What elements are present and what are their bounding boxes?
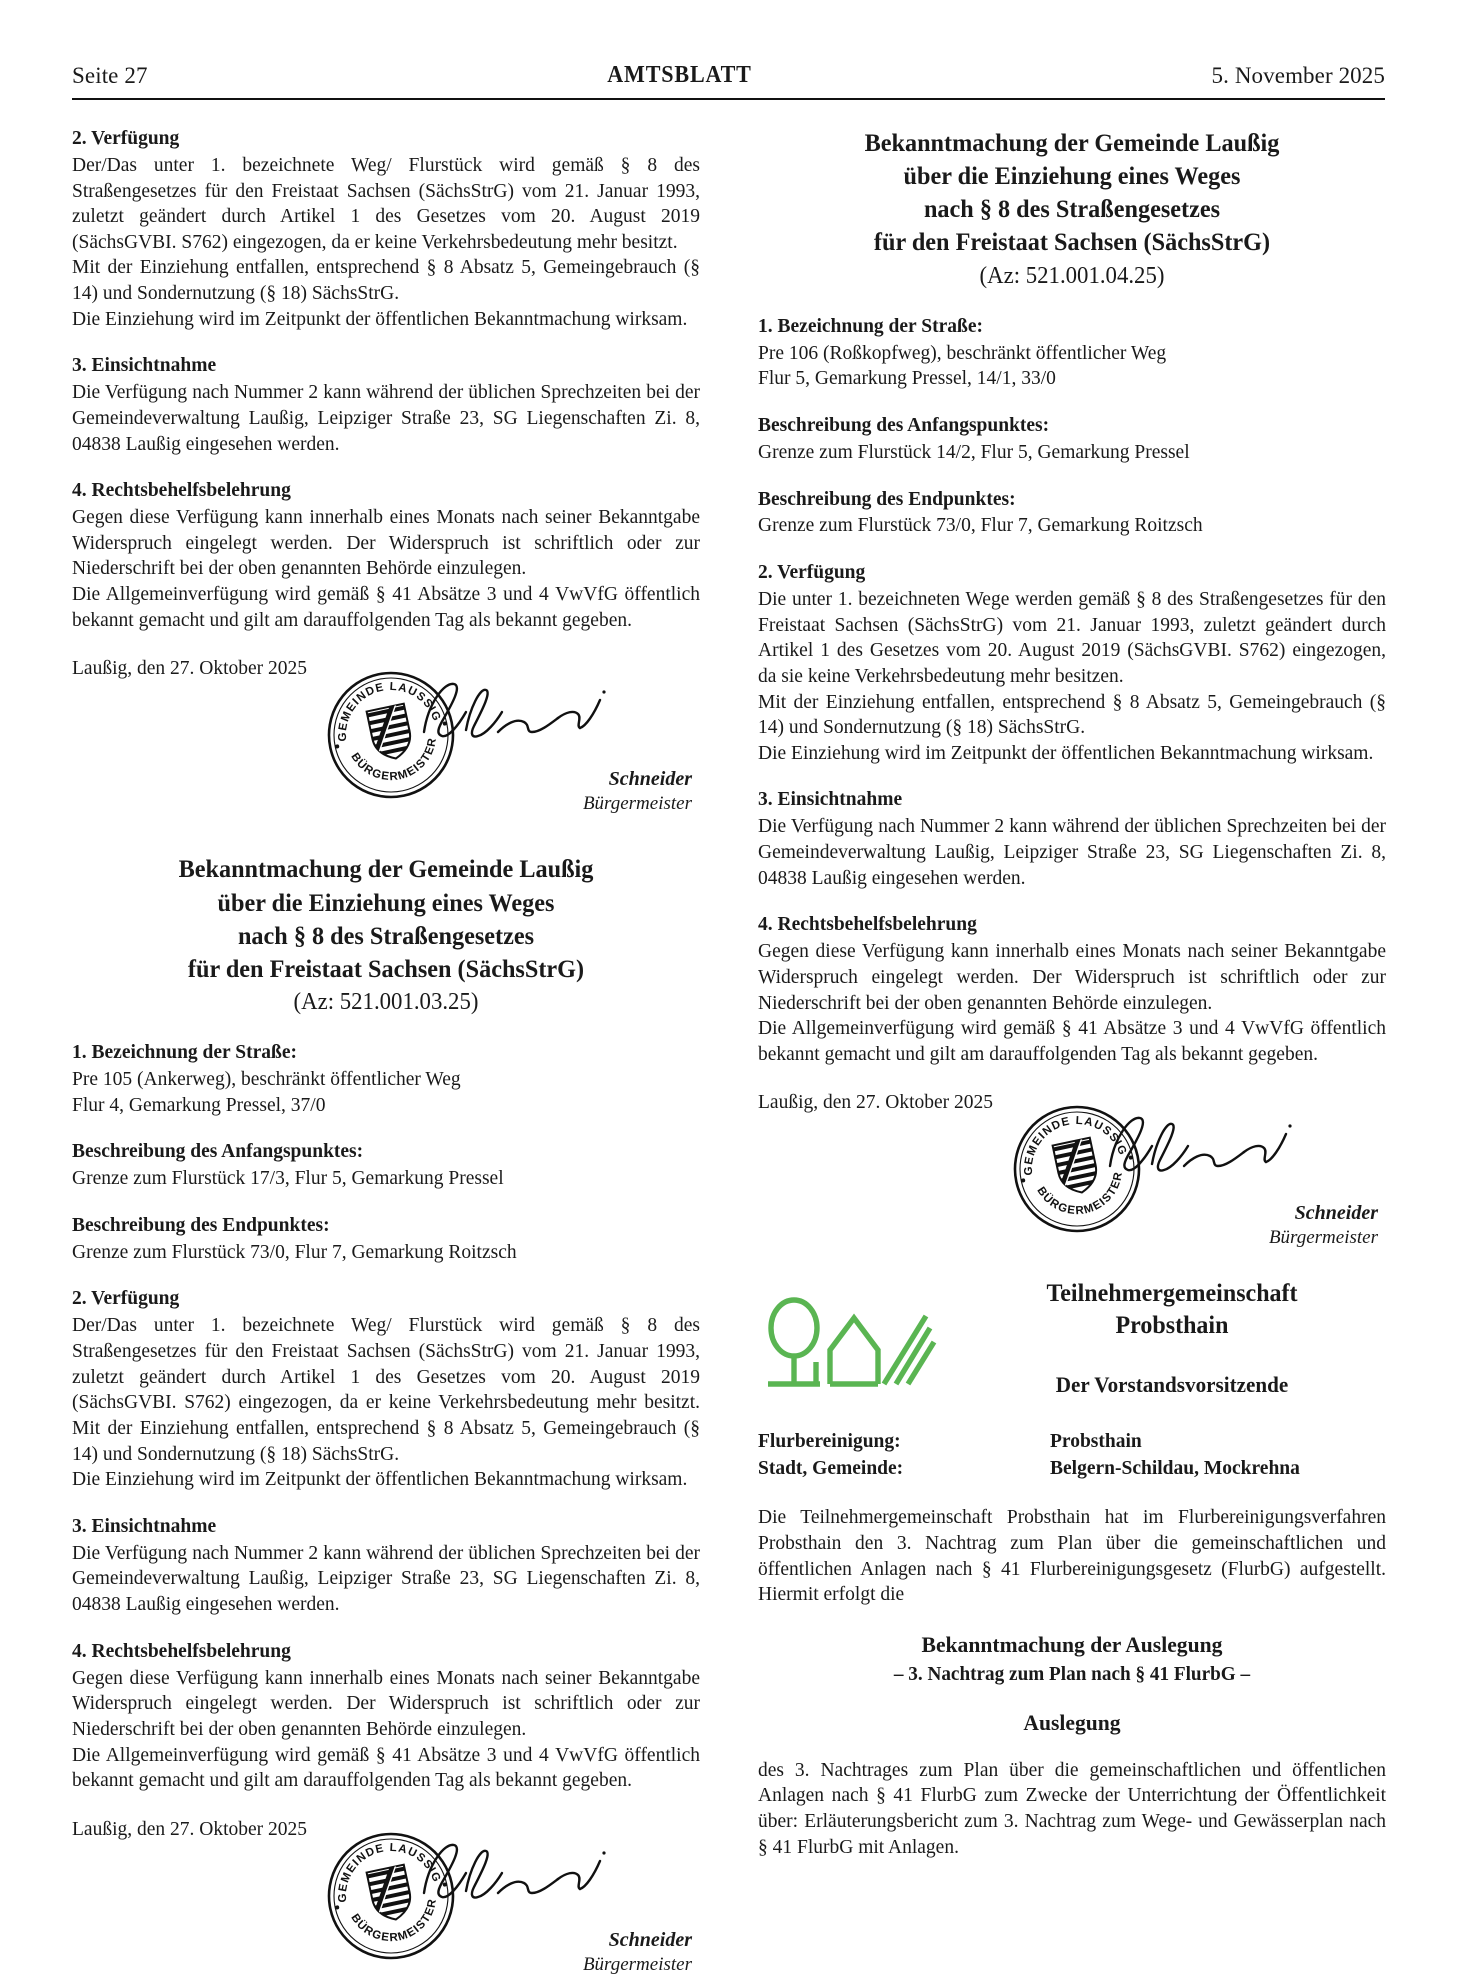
section-heading-bezeichnung: 1. Bezeichnung der Straße:	[758, 315, 983, 337]
signatory-role: Bürgermeister	[1268, 1227, 1378, 1249]
handwritten-signature	[414, 1835, 624, 1917]
section-paragraph: Die Allgemeinverfügung wird gemäß § 41 Absätze 3 und 4 VwVfG öffentlich bekannt gemacht und gilt am darauffolgenden Tag als bekannt gegeben.	[758, 1018, 1386, 1065]
title-line-1: Bekanntmachung der Gemeinde Laußig	[864, 128, 1280, 157]
signature-date: Laußig, den 27. Oktober 2025	[758, 1092, 994, 1114]
svg-text:GEMEINDE LAUSSIG: GEMEINDE LAUSSIG	[1022, 1115, 1129, 1177]
right-column	[758, 126, 1386, 1860]
section-paragraph: Mit der Einziehung entfallen, entsprechend § 8 Absatz 5, Gemeingebrauch (§ 14) und Sondernutzung (§ 18) SächsStrG.	[758, 691, 1386, 739]
title-line-3: nach § 8 des Straßengesetzes	[237, 920, 535, 950]
section-heading-anfangspunkt: Beschreibung des Anfangspunktes:	[758, 414, 1050, 436]
tg-closing-paragraph: des 3. Nachtrages zum Plan über die gemeinschaftlichen und öffentlichen Anlagen nach § 41 FlurbG zum Zwecke der Unterrichtung der Öffentlichkeit über: Erläuterungsbericht zum 3. Nachtrag zum Wege- und Gewässerplan nach § 41 FlurbG mit Anlagen.	[758, 1759, 1386, 1858]
spacer	[72, 1018, 700, 1040]
section-paragraph: Die Einziehung wird im Zeitpunkt der öffentlichen Bekanntmachung wirksam.	[72, 1469, 688, 1491]
announcement-main: Bekanntmachung der Auslegung	[921, 1631, 1223, 1657]
section-heading-verfuegung: 2. Verfügung	[758, 562, 866, 584]
section-heading-endpunkt: Beschreibung des Endpunktes:	[758, 488, 1016, 510]
spacer	[758, 1483, 1386, 1505]
section-paragraph: Die Verfügung nach Nummer 2 kann während der üblichen Sprechzeiten bei der Gemeindeverwaltung Laußig, Leipziger Straße 23, SG Liegenschaften Zi. 8, 04838 Laußig eingesehen werden.	[72, 1542, 700, 1616]
section-paragraph: Gegen diese Verfügung kann innerhalb eines Monats nach seiner Bekanntgabe Widerspruch eingelegt werden. Der Widerspruch ist schriftlich oder zur Niederschrift bei der oben genannten Behörde einzulegen.	[72, 507, 700, 580]
notice-b-title	[88, 852, 685, 1018]
spacer	[72, 822, 700, 852]
page-number-label: Seite 27	[72, 63, 148, 88]
stamp-and-signature	[322, 666, 692, 816]
section-paragraph: Die Einziehung wird im Zeitpunkt der öffentlichen Bekanntmachung wirksam.	[72, 308, 688, 330]
tg-announcement-title	[771, 1630, 1374, 1688]
section-paragraph: Die unter 1. bezeichneten Wege werden gemäß § 8 des Straßengesetzes für den Freistaat Sachsen (SächsStrG) vom 21. Januar 1993, zuletzt geändert durch Artikel 1 des Gesetzes vom 20. August 2019 (SächsGVBI. S762) eingezogen, da sie keine Verkehrsbedeutung mehr besitzen.	[758, 589, 1386, 687]
row-key-flurbereinigung: Flurbereinigung:	[758, 1431, 901, 1453]
row-key-stadt-gemeinde: Stadt, Gemeinde:	[758, 1458, 904, 1480]
notice-c-section-1	[758, 314, 1386, 392]
street-designation-line-1: Pre 106 (Roßkopfweg), beschränkt öffentlicher Weg	[758, 342, 1167, 364]
section-paragraph: Die Allgemeinverfügung wird gemäß § 41 Absätze 3 und 4 VwVfG öffentlich bekannt gemacht und gilt am darauffolgenden Tag als bekannt gegeben.	[72, 1744, 700, 1792]
section-heading-endpunkt: Beschreibung des Endpunktes:	[72, 1214, 330, 1236]
section-heading-rechtsbehelfsbelehrung: 4. Rechtsbehelfsbelehrung	[72, 480, 291, 502]
section-paragraph: Die Einziehung wird im Zeitpunkt der öffentlichen Bekanntmachung wirksam.	[758, 742, 1374, 764]
tg-logo-wrapper	[758, 1278, 948, 1401]
notice-c	[758, 126, 1386, 1256]
section-paragraph: Die Allgemeinverfügung wird gemäß § 41 Absätze 3 und 4 VwVfG öffentlich bekannt gemacht und gilt am darauffolgenden Tag als bekannt gegeben.	[72, 584, 700, 631]
tg-header	[758, 1278, 1386, 1401]
startpoint-text: Grenze zum Flurstück 14/2, Flur 5, Gemarkung Pressel	[758, 441, 1190, 463]
section-heading-bezeichnung: 1. Bezeichnung der Straße:	[72, 1042, 297, 1064]
masthead	[72, 62, 1385, 98]
notice-a-section-4	[72, 478, 700, 633]
notice-a-continued	[72, 126, 700, 822]
notice-c-section-4	[758, 912, 1386, 1067]
title-line-4: für den Freistaat Sachsen (SächsStrG)	[873, 227, 1271, 257]
two-column-body	[72, 126, 1385, 1983]
row-value-stadt-gemeinde: Belgern-Schildau, Mockrehna	[1050, 1458, 1300, 1480]
svg-text:BÜRGERMEISTER: BÜRGERMEISTER	[348, 736, 440, 784]
aktenzeichen: (Az: 521.001.03.25)	[293, 988, 479, 1015]
svg-text:BÜRGERMEISTER: BÜRGERMEISTER	[348, 1897, 440, 1945]
row-value-flurbereinigung: Probsthain	[1050, 1431, 1142, 1453]
aktenzeichen: (Az: 521.001.04.25)	[979, 262, 1165, 289]
signatory-name: Schneider	[608, 1928, 692, 1951]
notice-a-section-2	[72, 126, 700, 332]
title-line-2: über die Einziehung eines Weges	[903, 161, 1241, 191]
notice-b-section-4	[72, 1639, 700, 1794]
section-paragraph: Die Verfügung nach Nummer 2 kann während der üblichen Sprechzeiten bei der Gemeindeverwaltung Laußig, Leipziger Straße 23, SG Liegenschaften Zi. 8, 04838 Laußig eingesehen werden.	[758, 816, 1386, 889]
notice-b	[72, 852, 700, 1982]
notice-b-section-1	[72, 1040, 700, 1118]
signature-block	[758, 1088, 1386, 1256]
notice-c-title	[774, 126, 1371, 292]
endpoint-text: Grenze zum Flurstück 73/0, Flur 7, Gemarkung Roitzsch	[72, 1241, 517, 1263]
signatory	[583, 766, 692, 817]
signatory-name: Schneider	[1294, 1202, 1378, 1225]
announcement-subtitle: – 3. Nachtrag zum Plan nach § 41 FlurbG –	[893, 1662, 1251, 1685]
section-heading-rechtsbehelfsbelehrung: 4. Rechtsbehelfsbelehrung	[758, 914, 977, 936]
section-paragraph: Gegen diese Verfügung kann innerhalb eines Monats nach seiner Bekanntgabe Widerspruch eingelegt werden. Der Widerspruch ist schriftlich oder zur Niederschrift bei der oben genannten Behörde einzulegen.	[72, 1667, 700, 1740]
stamp-and-signature	[322, 1827, 692, 1977]
notice-b-startpoint	[72, 1139, 700, 1192]
signatory	[583, 1927, 692, 1978]
tg-intro-paragraph: Die Teilnehmergemeinschaft Probsthain hat im Flurbereinigungsverfahren Probsthain den 3. Nachtrag zum Plan über die gemeinschaftlichen und öffentlichen Anlagen nach § 41 Flurbereinigungsgesetz (FlurbG) aufgestellt. Hiermit erfolgt die	[758, 1507, 1386, 1606]
endpoint-text: Grenze zum Flurstück 73/0, Flur 7, Gemarkung Roitzsch	[758, 515, 1203, 537]
section-heading-einsichtnahme: 3. Einsichtnahme	[72, 1515, 217, 1537]
signature-block	[72, 654, 700, 822]
notice-c-startpoint	[758, 413, 1386, 466]
section-heading-verfuegung: 2. Verfügung	[72, 128, 180, 149]
spacer	[758, 1256, 1386, 1278]
tg-detail-table	[758, 1429, 1386, 1483]
startpoint-text: Grenze zum Flurstück 17/3, Flur 5, Gemarkung Pressel	[72, 1168, 504, 1190]
flurbereinigung-logo-icon	[758, 1292, 938, 1396]
signatory-role: Bürgermeister	[582, 1953, 692, 1975]
signature-block	[72, 1815, 700, 1983]
section-paragraph: Mit der Einziehung entfallen, entsprechend § 8 Absatz 5, Gemeingebrauch (§ 14) und Sondernutzung (§ 18) SächsStrG.	[72, 257, 700, 305]
street-designation-line-1: Pre 105 (Ankerweg), beschränkt öffentlicher Weg	[72, 1069, 461, 1091]
street-designation-line-2: Flur 5, Gemarkung Pressel, 14/1, 33/0	[758, 368, 1056, 390]
notice-c-section-2	[758, 560, 1386, 766]
section-paragraph: Gegen diese Verfügung kann innerhalb eines Monats nach seiner Bekanntgabe Widerspruch eingelegt werden. Der Widerspruch ist schriftlich oder zur Niederschrift bei der oben genannten Behörde einzulegen.	[758, 941, 1386, 1014]
section-heading-einsichtnahme: 3. Einsichtnahme	[72, 355, 217, 377]
section-heading-anfangspunkt: Beschreibung des Anfangspunktes:	[72, 1141, 364, 1163]
tg-org-line-2: Probsthain	[1115, 1312, 1229, 1340]
notice-b-section-3	[72, 1514, 700, 1618]
stamp-and-signature	[1008, 1100, 1378, 1250]
handwritten-signature	[414, 674, 624, 756]
notice-b-section-2	[72, 1286, 700, 1492]
svg-text:GEMEINDE LAUSSIG: GEMEINDE LAUSSIG	[336, 1841, 443, 1903]
publication-title: AMTSBLATT	[607, 62, 752, 88]
handwritten-signature	[1100, 1108, 1310, 1190]
notice-c-section-3	[758, 787, 1386, 891]
title-line-1: Bekanntmachung der Gemeinde Laußig	[178, 854, 594, 884]
section-paragraph: Der/Das unter 1. bezeichnete Weg/ Flurstück wird gemäß § 8 des Straßengesetzes für den Freistaat Sachsen (SächsStrG) vom 21. Januar 1993, zuletzt geändert durch Artikel 1 des Gesetzes vom 20. August 2019 (SächsGVBI. S762) eingezogen, da er keine Verkehrsbedeutung mehr besitzt.	[72, 154, 700, 253]
spacer	[758, 292, 1386, 314]
street-designation-line-2: Flur 4, Gemarkung Pressel, 37/0	[72, 1094, 326, 1116]
tg-title-group	[958, 1278, 1386, 1398]
tg-auslegung-heading: Auslegung	[1023, 1709, 1121, 1735]
table-row	[758, 1456, 1386, 1483]
signature-date: Laußig, den 27. Oktober 2025	[72, 1818, 308, 1840]
notice-c-endpoint	[758, 487, 1386, 540]
svg-text:GEMEINDE LAUSSIG: GEMEINDE LAUSSIG	[336, 681, 443, 742]
tg-org-line-1: Teilnehmergemeinschaft	[1046, 1280, 1298, 1308]
section-heading-rechtsbehelfsbelehrung: 4. Rechtsbehelfsbelehrung	[72, 1640, 291, 1662]
notice-d	[758, 1278, 1386, 1860]
left-column	[72, 126, 700, 1983]
section-heading-verfuegung: 2. Verfügung	[72, 1288, 180, 1310]
spacer	[758, 1736, 1386, 1758]
title-line-2: über die Einziehung eines Weges	[217, 887, 555, 917]
title-line-4: für den Freistaat Sachsen (SächsStrG)	[187, 953, 585, 983]
notice-a-section-3	[72, 353, 700, 457]
spacer	[758, 1608, 1386, 1630]
section-heading-einsichtnahme: 3. Einsichtnahme	[758, 789, 903, 811]
title-line-3: nach § 8 des Straßengesetzes	[923, 194, 1221, 224]
tg-chairman-label: Der Vorstandsvorsitzende	[1055, 1372, 1289, 1398]
masthead-divider	[72, 98, 1385, 100]
issue-date: 5. November 2025	[1211, 63, 1385, 88]
spacer	[758, 1688, 1386, 1710]
signatory	[1269, 1200, 1378, 1251]
table-row	[758, 1429, 1386, 1456]
section-paragraph: Der/Das unter 1. bezeichnete Weg/ Flurstück wird gemäß § 8 des Straßengesetzes für den Freistaat Sachsen (SächsStrG) vom 21. Januar 1993, zuletzt geändert durch Artikel 1 des Gesetzes vom 20. August 2019 (SächsGVBI. S762) eingezogen, da er keine Verkehrsbedeutung mehr besitzt. Mit der Einziehung entfallen, entsprechend § 8 Absatz 5, Gemeingebrauch (§ 14) und Sondernutzung (§ 18) SächsStrG.	[72, 1315, 700, 1465]
svg-text:BÜRGERMEISTER: BÜRGERMEISTER	[1034, 1170, 1126, 1218]
notice-b-endpoint	[72, 1213, 700, 1266]
signature-date: Laußig, den 27. Oktober 2025	[72, 658, 308, 680]
section-paragraph: Die Verfügung nach Nummer 2 kann während der üblichen Sprechzeiten bei der Gemeindeverwaltung Laußig, Leipziger Straße 23, SG Liegenschaften Zi. 8, 04838 Laußig eingesehen werden.	[72, 382, 700, 455]
signatory-role: Bürgermeister	[582, 793, 692, 815]
signatory-name: Schneider	[608, 768, 692, 791]
